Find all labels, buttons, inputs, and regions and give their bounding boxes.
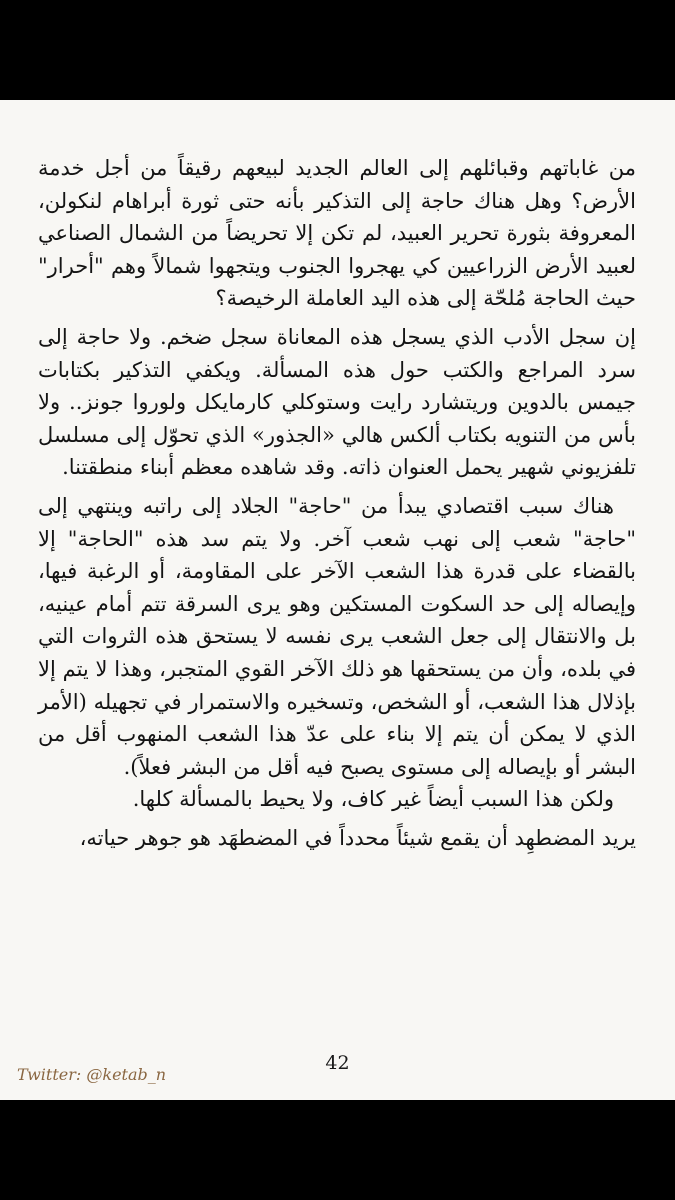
paragraph-5: يريد المضطهِد أن يقمع شيئاً محدداً في المضطهَد هو جوهر حياته،	[79, 825, 636, 850]
paragraph-1: من غاباتهم وقبائلهم إلى العالم الجديد لبيعهم رقيقاً من أجل خدمة الأرض؟ وهل هناك حاجة إلى التذكير بأنه حتى ثورة أبراهام لنكولن، المعروفة بثورة تحرير العبيد، لم تكن إلا تحريضاً من الشمال الصناعي لعبيد الأرض الزراعيين كي يهجروا الجنوب ويتجهوا شمالاً وهم "أحرار" حيث الحاجة مُلحّة إلى هذه اليد العاملة الرخيصة؟	[38, 156, 636, 311]
twitter-watermark: Twitter: @ketab_n	[17, 1065, 167, 1084]
book-page	[0, 100, 675, 1100]
page-number: 42	[325, 1052, 350, 1074]
paragraph-4: ولكن هذا السبب أيضاً غير كاف، ولا يحيط بالمسألة كلها.	[132, 787, 614, 812]
page-text	[38, 152, 636, 854]
paragraph-2: إن سجل الأدب الذي يسجل هذه المعاناة سجل ضخم. ولا حاجة إلى سرد المراجع والكتب حول هذه المسألة. ويكفي التذكير بكتابات جيمس بالدوين وريتشارد رايت وستوكلي كارمايكل ولوروا جونز.. ولا بأس من التنويه بكتاب ألكس هالي «الجذور» الذي تحوّل إلى مسلسل تلفزيوني شهير يحمل العنوان ذاته. وقد شاهده معظم أبناء منطقتنا.	[38, 324, 636, 480]
paragraph-3: هناك سبب اقتصادي يبدأ من "حاجة" الجلاد إلى راتبه وينتهي إلى "حاجة" شعب إلى نهب شعب آخر. ولا يتم سد هذه "الحاجة" إلا بالقضاء على قدرة هذا الشعب الآخر على المقاومة، أو الرغبة فيها، وإيصاله إلى حد السكوت المستكين وهو يرى السرقة تتم أمام عينيه، بل والانتقال إلى جعل الشعب يرى نفسه لا يستحق هذه الثروات التي في بلده، وأن من يستحقها هو ذلك الآخر القوي المتجبر، وهذا لا يتم إلا بإذلال هذا الشعب، أو الشخص، وتسخيره والاستمرار في تجهيله (الأمر الذي لا يمكن أن يتم إلا بناء على عدّ هذا الشعب المنهوب أقل من البشر أو بإيصاله إلى مستوى يصبح فيه أقل من البشر فعلاً).	[38, 493, 636, 779]
